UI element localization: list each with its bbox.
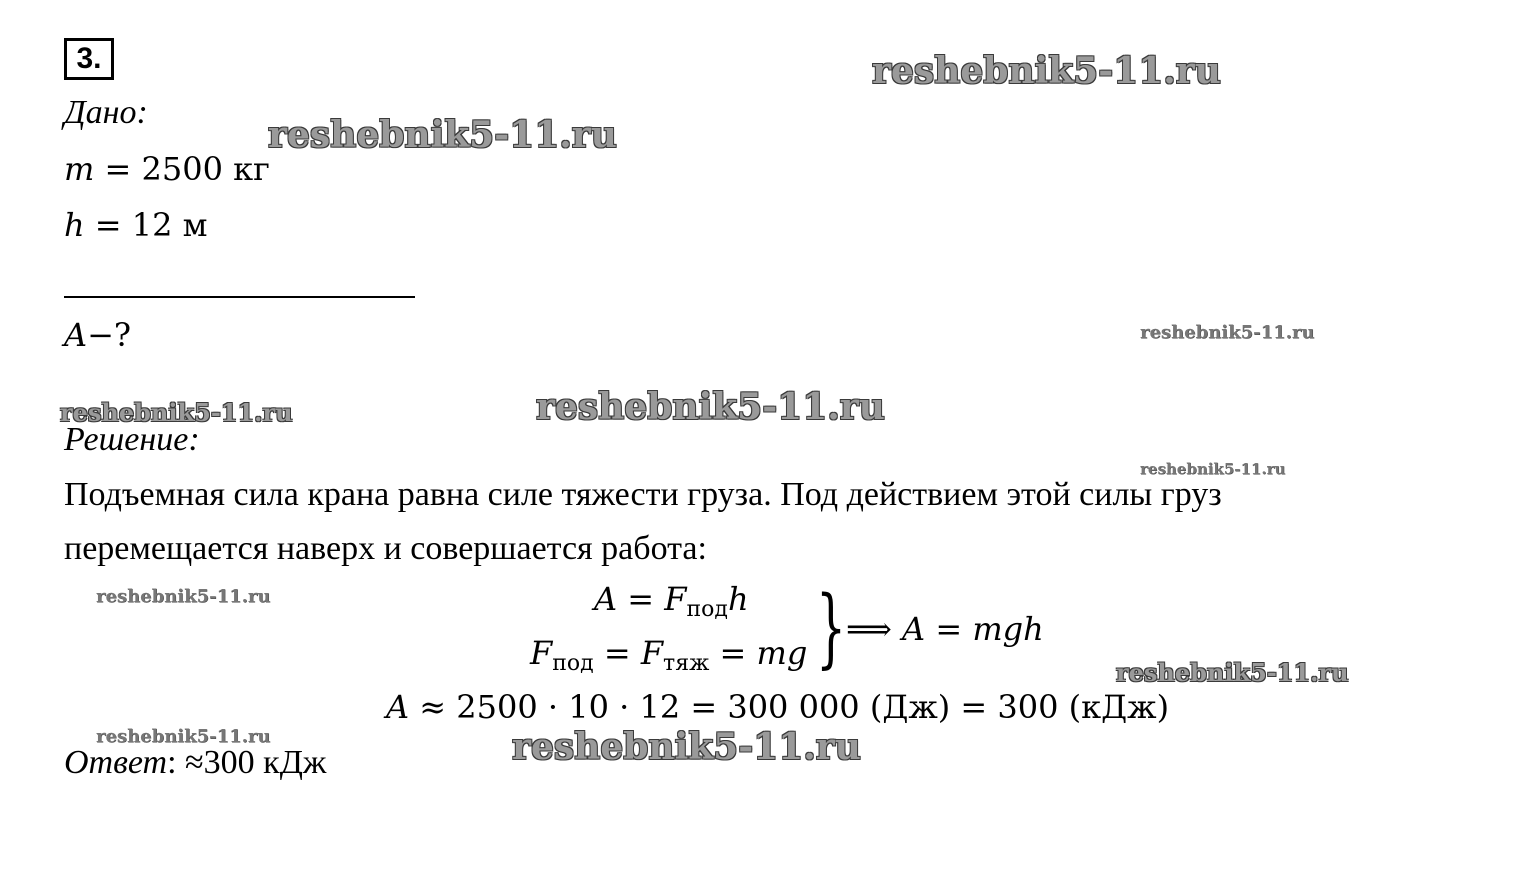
- watermark: reshebnik5-11.ru: [1140, 460, 1286, 478]
- solution-text-line-2: перемещается наверх и совершается работа:: [64, 530, 707, 567]
- implies-sign: ⟹: [846, 610, 903, 648]
- formula-a: A: [594, 580, 618, 618]
- formula-eq: =: [617, 580, 665, 618]
- formula-mg: mg: [756, 634, 808, 672]
- watermark: reshebnik5-11.ru: [1140, 322, 1315, 343]
- answer-line: [64, 744, 326, 782]
- result-a: A: [902, 610, 926, 648]
- watermark: reshebnik5-11.ru: [536, 386, 885, 428]
- watermark: reshebnik5-11.ru: [512, 726, 861, 768]
- given-height: [64, 206, 208, 244]
- watermark: reshebnik5-11.ru: [872, 50, 1221, 92]
- formula-sub-gravity: тяж: [663, 651, 710, 676]
- formula-result: [846, 610, 1044, 648]
- divider-line: [64, 296, 415, 298]
- answer-value: : ≈300 кДж: [167, 744, 327, 781]
- watermark: reshebnik5-11.ru: [1116, 658, 1349, 687]
- solution-text-line-1: Подъемная сила крана равна силе тяжести груза. Под действием этой силы груз: [64, 476, 1222, 513]
- watermark: reshebnik5-11.ru: [268, 114, 617, 156]
- solution-label: Решение:: [64, 421, 200, 458]
- watermark: reshebnik5-11.ru: [96, 586, 271, 607]
- problem-number: 3.: [64, 38, 114, 80]
- mass-variable: m: [64, 150, 95, 188]
- watermark: reshebnik5-11.ru: [60, 398, 293, 427]
- formula-f-lift: F: [530, 634, 553, 672]
- formula-sub-lift: под: [552, 651, 594, 676]
- formula-f-gravity: F: [640, 634, 664, 672]
- find-question: −?: [87, 316, 132, 354]
- formula-eq-1: =: [593, 634, 641, 672]
- answer-label: Ответ: [64, 744, 168, 781]
- formula-force: [530, 634, 807, 676]
- work-variable: A: [64, 316, 88, 354]
- result-mgh: mgh: [972, 610, 1044, 648]
- formula-f: F: [664, 580, 687, 618]
- watermark: reshebnik5-11.ru: [96, 726, 271, 747]
- given-label: Дано:: [64, 94, 148, 131]
- height-variable: h: [64, 206, 85, 244]
- result-eq: =: [925, 610, 973, 648]
- height-value: = 12 м: [84, 206, 208, 244]
- formula-calculation: [386, 688, 1169, 726]
- formula-work: [594, 580, 749, 622]
- calc-a: A: [386, 688, 410, 726]
- mass-value: = 2500 кг: [94, 150, 270, 188]
- system-brace: }: [816, 578, 847, 678]
- given-mass: [64, 150, 270, 188]
- find-quantity: [64, 316, 131, 354]
- formula-sub: под: [686, 597, 728, 622]
- formula-h: h: [727, 580, 749, 618]
- formula-eq-2: =: [709, 634, 757, 672]
- calc-expression: ≈ 2500 · 10 · 12 = 300 000 (Дж) = 300 (кДж): [409, 688, 1170, 726]
